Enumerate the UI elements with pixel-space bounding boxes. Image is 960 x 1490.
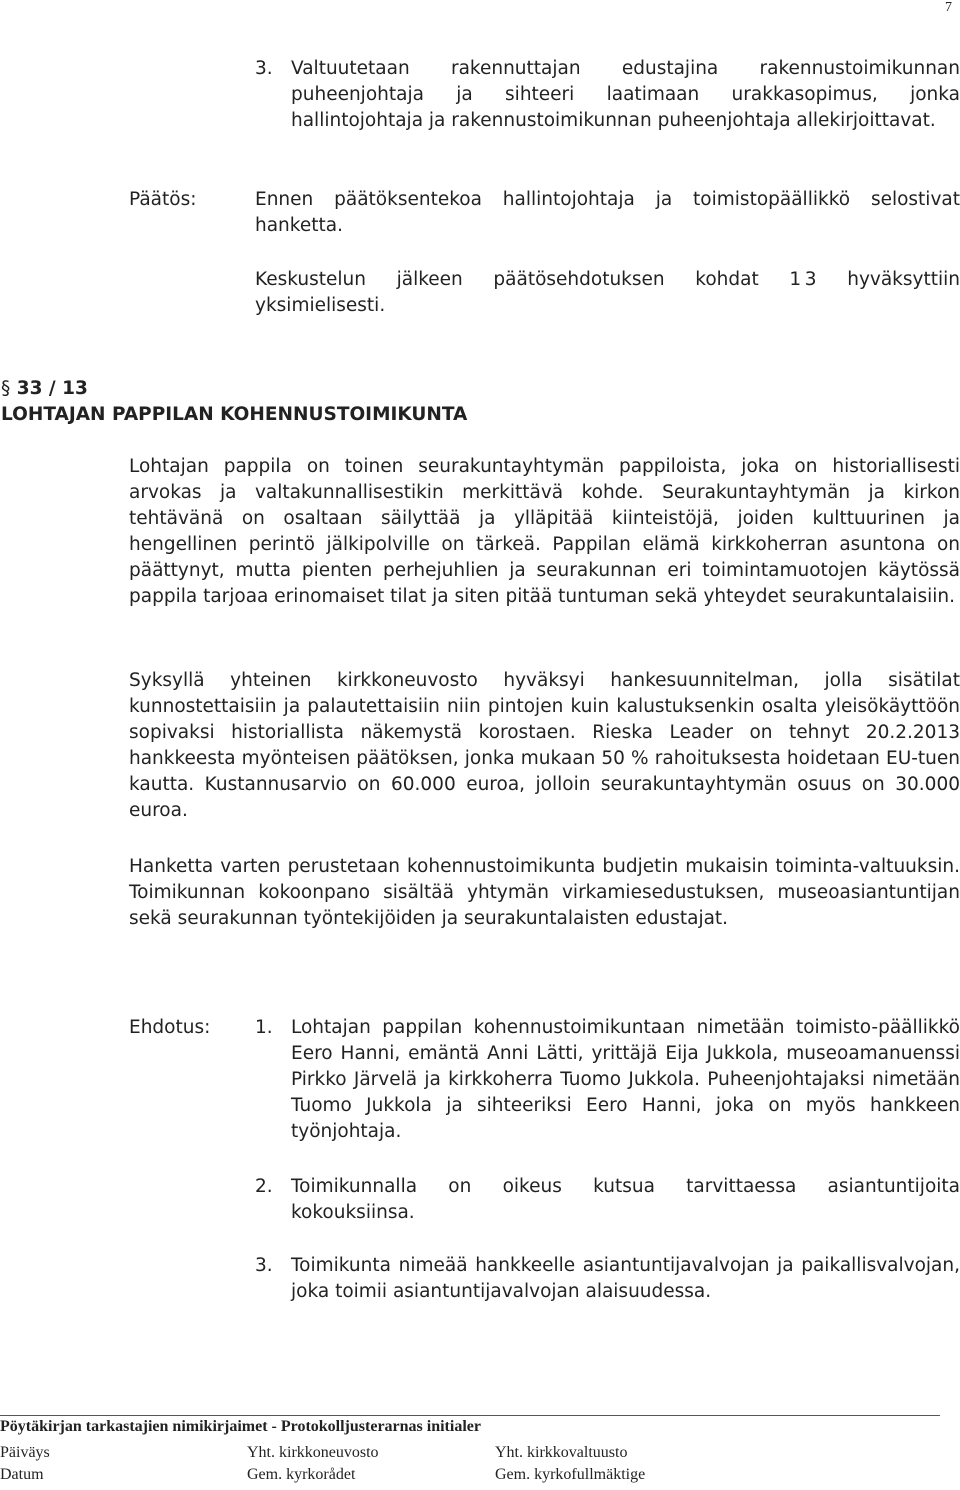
proposal-item-3-text: Toimikunta nimeää hankkeelle asiantuntijavalvojan ja paikallisvalvojan, joka toimii asiantuntijavalvojan alaisuudessa. [291,1255,960,1302]
section-paragraph-3: Hanketta varten perustetaan kohennustoimikunta budjetin mukaisin toiminta-valtuuksin. Toimikunnan kokoonpano sisältää yhtymän virkamiesedustuksen, museoasiantuntijan sekä seurakunnan työntekijöiden ja seurakuntalaisten edustajat. [129,856,960,929]
decision-paragraph-2: Keskustelun jälkeen päätösehdotuksen kohdat 1 3 hyväksyttiin yksimielisesti. [255,269,960,316]
section-number [1,376,88,402]
decision-label: Päätös: [129,189,197,210]
section-number-text: 33 / 13 [16,378,88,399]
footer-date-fi: Päiväys [0,1444,50,1461]
proposal-item-1-text: Lohtajan pappilan kohennustoimikuntaan nimetään toimisto-päällikkö Eero Hanni, emäntä Anni Lätti, yrittäjä Eija Jukkola, museoamanuenssi Pirkko Järvelä ja kirkkoherra Tuomo Jukkola. Puheenjohtajaksi nimetään Tuomo Jukkola ja sihteeriksi Eero Hanni, joka on myös hankkeen työnjohtaja. [291,1017,960,1142]
section-paragraph-1: Lohtajan pappila on toinen seurakuntayhtymän pappiloista, joka on historiallisesti arvokas ja valtakunnallisestikin merkittävä kohde. Seurakuntayhtymän ja kirkon tehtävänä on osaltaan säilyttää ja ylläpitää kiinteistöjä, joiden kulttuurinen ja hengellinen perintö jälkipolville on tärkeä. Pappilan elämä kirkkoherran asuntona on päättynyt, mutta pienten perhejuhlien ja seurakunnan eri toimintamuotojen käytössä pappila tarjoaa erinomaiset tilat ja siten pitää tuntuman sekä yhteydet seurakuntalaisiin. [129,456,960,607]
prev-item-number: 3. [255,58,273,79]
proposal-item-2-number: 2. [255,1176,273,1197]
footer-title: Pöytäkirjan tarkastajien nimikirjaimet - Protokolljusterarnas initialer [0,1418,481,1435]
proposal-item-3-number: 3. [255,1255,273,1276]
page-number: 7 [945,0,952,15]
footer-assembly-fi: Yht. kirkkovaltuusto [495,1444,628,1461]
section-sign-icon: § [1,378,11,399]
footer-council-fi: Yht. kirkkoneuvosto [247,1444,379,1461]
footer-divider [0,1415,940,1416]
section-paragraph-2: Syksyllä yhteinen kirkkoneuvosto hyväksyi hankesuunnitelman, jolla sisätilat kunnostettaisiin ja palautettaisiin niin pintojen kuin kalustuksenkin osalta yleisökäyttöön sopivaksi historiallista näkemystä korostaen. Rieska Leader on tehnyt 20.2.2013 hankkeesta myönteisen päätöksen, jonka mukaan 50 % rahoituksesta hoidetaan EU-tuen kautta. Kustannusarvio on 60.000 euroa, jolloin seurakuntayhtymän osuus on 30.000 euroa. [129,670,960,821]
footer-row-1 [0,1444,940,1464]
footer-date-sv: Datum [0,1466,44,1483]
decision-paragraph-1: Ennen päätöksentekoa hallintojohtaja ja toimistopäällikkö selostivat hanketta. [255,189,960,236]
proposal-item-2-text: Toimikunnalla on oikeus kutsua tarvittaessa asiantuntijoita kokouksiinsa. [291,1176,960,1223]
section-title: LOHTAJAN PAPPILAN KOHENNUSTOIMIKUNTA [1,404,468,425]
proposal-item-1-number: 1. [255,1017,273,1038]
footer-assembly-sv: Gem. kyrkofullmäktige [495,1466,646,1483]
prev-item-text: Valtuutetaan rakennuttajan edustajina rakennustoimikunnan puheenjohtaja ja sihteeri laatimaan urakkasopimus, jonka hallintojohtaja ja rakennustoimikunnan puheenjohtaja allekirjoittavat. [291,58,960,131]
proposal-label: Ehdotus: [129,1017,211,1038]
footer-row-2 [0,1466,940,1486]
footer-council-sv: Gem. kyrkorådet [247,1466,356,1483]
